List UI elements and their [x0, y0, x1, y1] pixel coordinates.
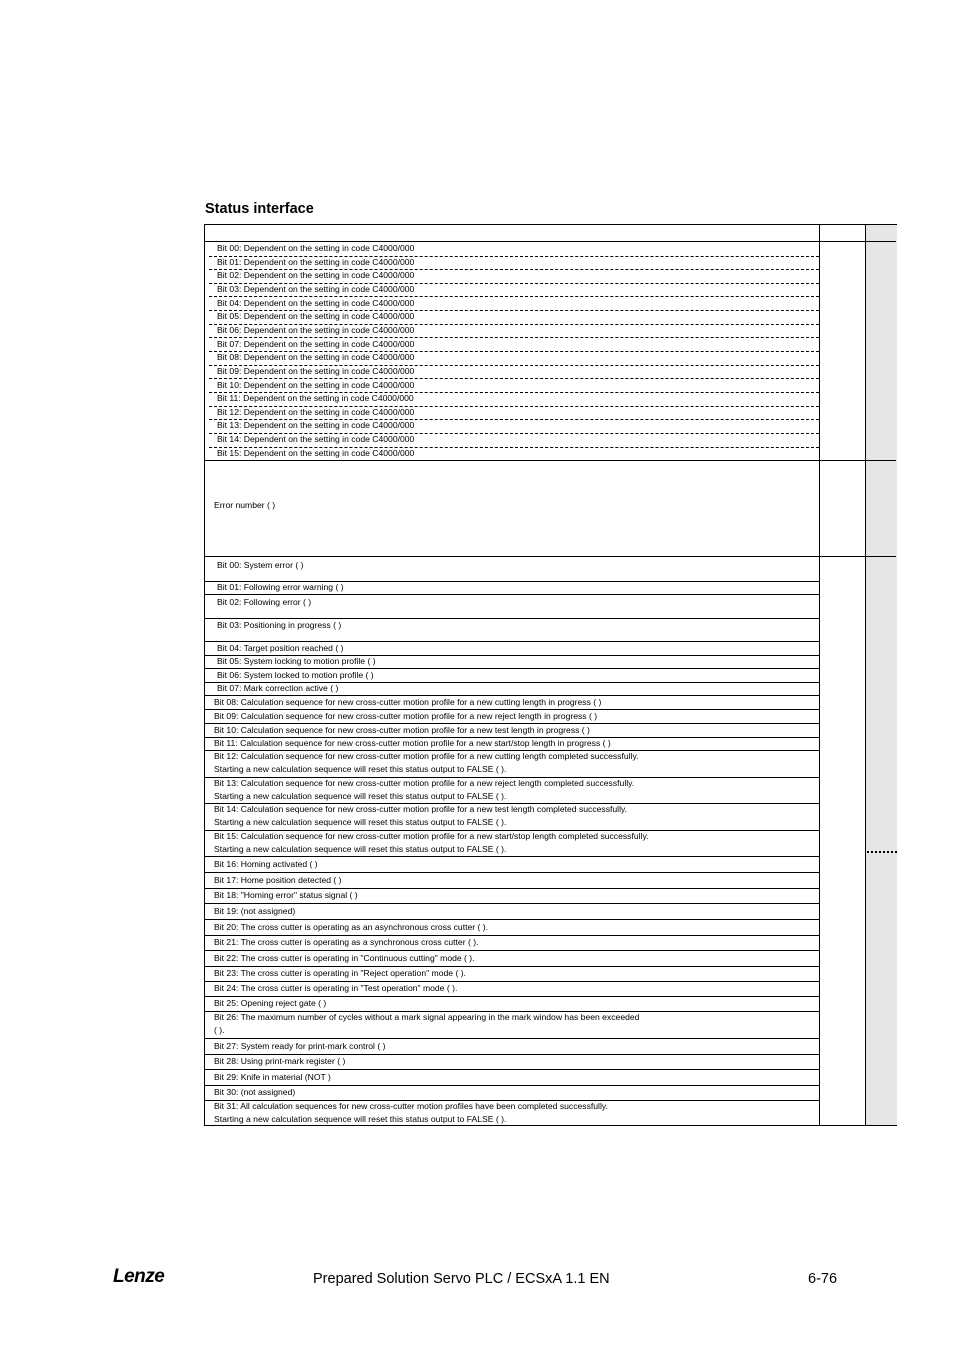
footer-title: Prepared Solution Servo PLC / ECSxA 1.1 EN — [313, 1271, 610, 1287]
bit-a-row: Bit 04: Dependent on the setting in code C4000/000 — [217, 297, 415, 308]
bit-a-row: Bit 08: Dependent on the setting in code C4000/000 — [217, 352, 415, 363]
bit-a-row: Bit 09: Dependent on the setting in code C4000/000 — [217, 365, 415, 376]
bit-b-row: Bit 27: System ready for print-mark control ( ) — [214, 1040, 386, 1051]
row-separator — [205, 919, 819, 920]
bit-a-row: Bit 06: Dependent on the setting in code C4000/000 — [217, 324, 415, 335]
row-separator — [205, 888, 819, 889]
bit-b-row: Bit 13: Calculation sequence for new cross-cutter motion profile for a new reject length completed successfully. — [214, 778, 635, 788]
row-separator — [205, 1038, 819, 1039]
row-separator — [205, 1085, 819, 1086]
bit-a-row: Bit 13: Dependent on the setting in code C4000/000 — [217, 420, 415, 431]
bit-b-row: Bit 11: Calculation sequence for new cross-cutter motion profile for a new start/stop length in progress ( ) — [214, 738, 611, 748]
row-separator — [205, 950, 819, 951]
bit-b-row: Bit 00: System error ( ) — [217, 559, 304, 570]
bit-b-row: Starting a new calculation sequence will reset this status output to FALSE ( ). — [214, 843, 507, 854]
row-separator — [205, 618, 819, 619]
row-separator — [205, 594, 819, 595]
error-number-label: Error number ( ) — [214, 500, 276, 510]
bit-b-row: Bit 28: Using print-mark register ( ) — [214, 1056, 346, 1066]
bit-a-row: Bit 05: Dependent on the setting in code C4000/000 — [217, 311, 415, 322]
bit-b-row: Bit 14: Calculation sequence for new cross-cutter motion profile for a new test length completed successfully. — [214, 804, 628, 814]
bit-b-row: Bit 02: Following error ( ) — [217, 596, 312, 607]
bit-b-row: Bit 15: Calculation sequence for new cross-cutter motion profile for a new start/stop length completed successfully. — [214, 831, 649, 841]
bit-b-row: Bit 07: Mark correction active ( ) — [217, 683, 339, 693]
bit-b-row: Bit 18: "Homing error" status signal ( ) — [214, 890, 358, 900]
bit-b-row: Bit 20: The cross cutter is operating as an asynchronous cross cutter ( ). — [214, 921, 489, 932]
bit-b-row: Bit 09: Calculation sequence for new cross-cutter motion profile for a new reject length in progress ( ) — [214, 710, 598, 721]
gray-column — [865, 225, 897, 1125]
bit-a-row: Bit 11: Dependent on the setting in code C4000/000 — [217, 393, 414, 404]
bit-b-row: Starting a new calculation sequence will reset this status output to FALSE ( ). — [214, 816, 507, 827]
header-divider — [205, 241, 896, 242]
bit-b-row: Bit 05: System locking to motion profile ( ) — [217, 656, 376, 666]
row-separator — [205, 1054, 819, 1055]
bit-b-row: Bit 10: Calculation sequence for new cross-cutter motion profile for a new test length in progress ( ) — [214, 724, 590, 735]
bit-b-row: Starting a new calculation sequence will reset this status output to FALSE ( ). — [214, 790, 507, 801]
bit-b-row: Bit 12: Calculation sequence for new cross-cutter motion profile for a new cutting length completed successfully. — [214, 751, 639, 761]
bit-b-row: Bit 08: Calculation sequence for new cross-cutter motion profile for a new cutting length in progress ( ) — [214, 696, 602, 707]
bit-a-row: Bit 03: Dependent on the setting in code C4000/000 — [217, 283, 415, 294]
status-interface-table — [204, 224, 897, 1126]
bit-b-row: ( ). — [214, 1024, 225, 1035]
bit-a-row: Bit 00: Dependent on the setting in code C4000/000 — [217, 243, 415, 253]
bit-b-row: Bit 21: The cross cutter is operating as a synchronous cross cutter ( ). — [214, 937, 479, 947]
lenze-logo: Lenze — [113, 1266, 165, 1287]
column-divider — [819, 225, 820, 1125]
row-separator — [205, 981, 819, 982]
bit-a-row: Bit 10: Dependent on the setting in code C4000/000 — [217, 379, 415, 390]
group-divider-2 — [205, 556, 896, 557]
bit-b-row: Bit 23: The cross cutter is operating in "Reject operation" mode ( ). — [214, 968, 466, 978]
bit-b-row: Bit 01: Following error warning ( ) — [217, 582, 344, 592]
row-separator — [205, 1069, 819, 1070]
group-divider-1 — [205, 460, 896, 461]
bit-b-row: Bit 29: Knife in material (NOT ) — [214, 1071, 331, 1082]
bit-b-row: Starting a new calculation sequence will reset this status output to FALSE ( ). — [214, 763, 507, 774]
bit-a-row: Bit 14: Dependent on the setting in code C4000/000 — [217, 434, 415, 445]
row-separator — [205, 872, 819, 873]
bit-b-row: Bit 26: The maximum number of cycles without a mark signal appearing in the mark window has been exceeded — [214, 1012, 640, 1022]
bit-b-row: Bit 16: Homing activated ( ) — [214, 858, 318, 869]
bit-b-row: Bit 31: All calculation sequences for new cross-cutter motion profiles have been completed successfully. — [214, 1101, 608, 1111]
row-separator — [205, 935, 819, 936]
bit-b-row: Bit 30: (not assigned) — [214, 1087, 296, 1097]
bit-a-row: Bit 02: Dependent on the setting in code C4000/000 — [217, 270, 415, 281]
bit-b-row: Bit 04: Target position reached ( ) — [217, 642, 344, 653]
bit-b-row: Bit 22: The cross cutter is operating in "Continuous cutting" mode ( ). — [214, 952, 475, 963]
row-separator — [205, 966, 819, 967]
bit-b-row: Bit 06: System locked to motion profile ( ) — [217, 669, 374, 680]
bit-a-row: Bit 01: Dependent on the setting in code C4000/000 — [217, 256, 415, 267]
bit-b-row: Bit 17: Home position detected ( ) — [214, 874, 342, 885]
bit-a-row: Bit 07: Dependent on the setting in code C4000/000 — [217, 338, 415, 349]
bit-b-row: Bit 24: The cross cutter is operating in "Test operation" mode ( ). — [214, 983, 458, 993]
bit-b-row: Bit 19: (not assigned) — [214, 905, 296, 916]
page-number: 6-76 — [808, 1271, 838, 1287]
bit-b-row: Bit 03: Positioning in progress ( ) — [217, 620, 342, 630]
row-separator — [205, 903, 819, 904]
bit-b-row: Starting a new calculation sequence will reset this status output to FALSE ( ). — [214, 1113, 507, 1124]
row-separator — [205, 856, 819, 857]
bit-a-row: Bit 15: Dependent on the setting in code C4000/000 — [217, 447, 415, 458]
row-separator — [205, 996, 819, 997]
bit-a-row: Bit 12: Dependent on the setting in code C4000/000 — [217, 406, 415, 417]
bit-b-row: Bit 25: Opening reject gate ( ) — [214, 998, 327, 1008]
section-title: Status interface — [205, 201, 314, 217]
dotted-marker — [867, 851, 897, 853]
